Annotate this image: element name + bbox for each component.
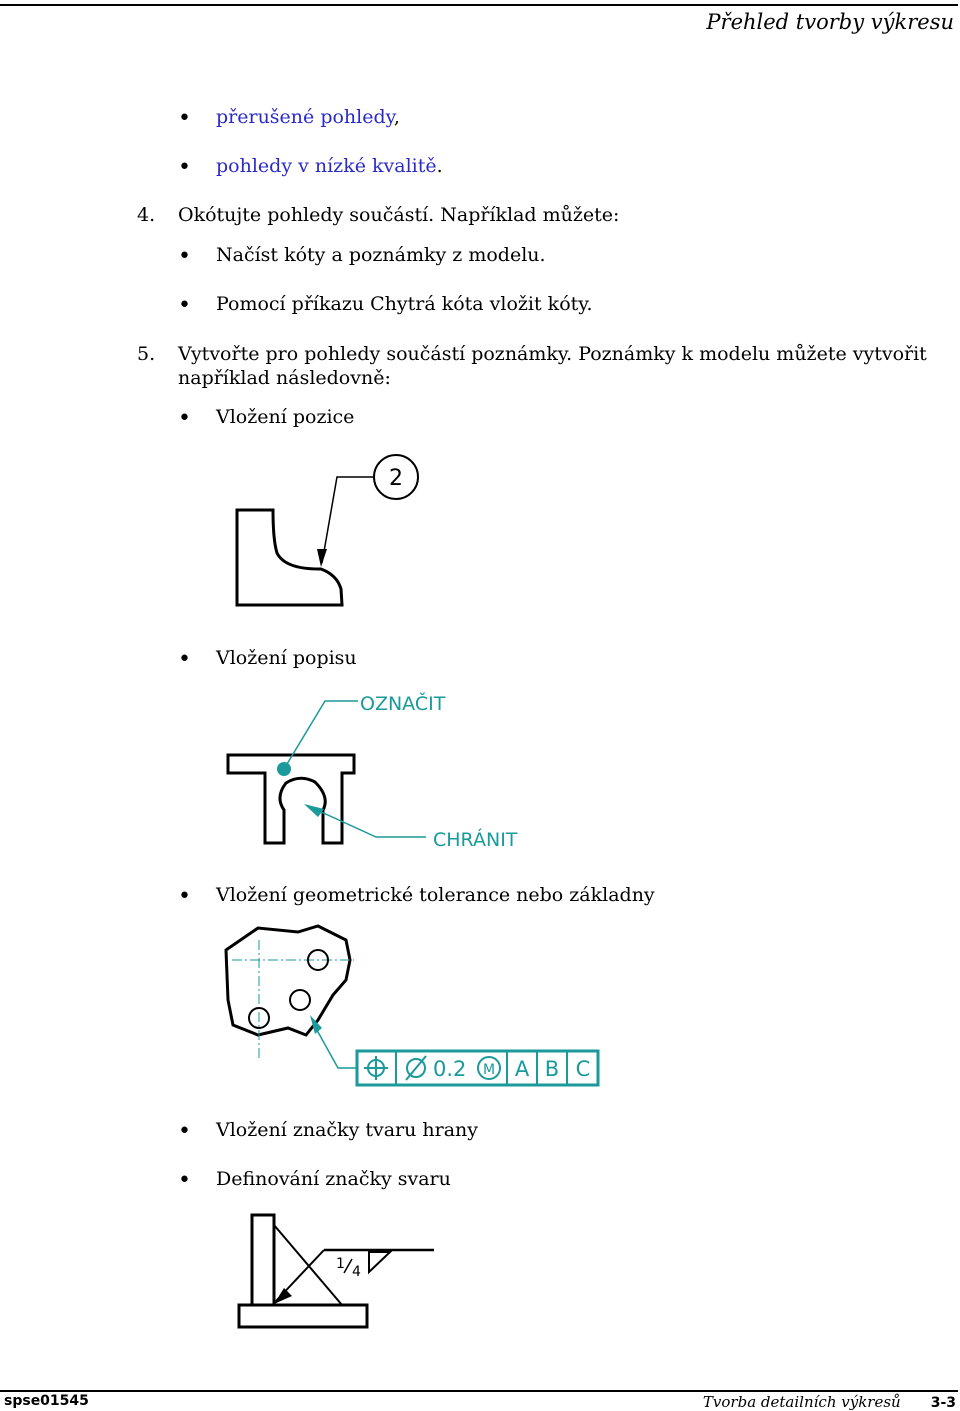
link-low-quality-views[interactable]: pohledy v nízké kvalitě	[216, 155, 437, 177]
footer-right	[703, 1393, 956, 1411]
footer-doc-id: spse01545	[4, 1393, 89, 1409]
bullet: •	[178, 884, 191, 909]
footer-chapter: Tvorba detailních výkresů	[702, 1393, 901, 1411]
position-symbol-icon	[364, 1056, 388, 1080]
note-figure	[220, 685, 520, 855]
tolerance-value: 0.2	[433, 1057, 467, 1081]
bullet: •	[178, 293, 191, 318]
list-item: Definování značky svaru	[216, 1168, 451, 1190]
bullet: •	[178, 1119, 191, 1144]
gtol-figure	[218, 920, 603, 1090]
part-outline	[226, 926, 350, 1035]
bullet: •	[178, 1168, 191, 1193]
fraction-slash	[344, 1259, 352, 1273]
list-item: Vložení pozice	[216, 406, 355, 428]
step-number: 5.	[137, 343, 156, 365]
note-label-mark: OZNAČIT	[360, 693, 446, 715]
bullet: •	[178, 106, 191, 131]
weld-size-denominator: 4	[352, 1264, 361, 1280]
diameter-symbol-icon	[406, 1056, 426, 1080]
header-rule	[0, 4, 958, 6]
balloon-number: 2	[389, 466, 403, 491]
list-item: Vložení geometrické tolerance nebo základny	[216, 884, 655, 906]
leader-line	[284, 701, 358, 769]
fillet-weld-symbol-icon	[369, 1252, 390, 1272]
punctuation: .	[436, 155, 443, 177]
step-text: Okótujte pohledy součástí. Například můžete:	[178, 204, 620, 226]
list-item	[216, 106, 400, 128]
leader-line	[322, 477, 373, 563]
leader-dot-icon	[277, 762, 291, 776]
list-item: Načíst kóty a poznámky z modelu.	[216, 244, 546, 266]
arrowhead-icon	[274, 1288, 292, 1304]
weld-figure	[232, 1210, 442, 1335]
list-item: Pomocí příkazu Chytrá kóta vložit kóty.	[216, 293, 593, 315]
datum-c: C	[575, 1057, 591, 1081]
hole-circle	[290, 990, 310, 1010]
step-text: například následovně:	[178, 367, 391, 389]
balloon-figure	[225, 445, 435, 615]
page-number: 3-3	[930, 1395, 956, 1411]
bullet: •	[178, 244, 191, 269]
arrowhead-icon	[317, 549, 327, 567]
bullet: •	[178, 406, 191, 431]
base-plate	[239, 1305, 367, 1327]
vertical-plate	[252, 1215, 274, 1305]
material-modifier: M	[482, 1062, 496, 1078]
part-outline	[237, 510, 342, 605]
page-header-title: Přehled tvorby výkresu	[706, 10, 954, 34]
list-item: Vložení značky tvaru hrany	[216, 1119, 479, 1141]
bullet: •	[178, 647, 191, 672]
note-label-protect: CHRÁNIT	[433, 829, 518, 851]
step-number: 4.	[137, 204, 156, 226]
part-outline	[228, 755, 354, 843]
punctuation: ,	[393, 106, 400, 128]
link-broken-views[interactable]: přerušené pohledy	[216, 106, 394, 128]
datum-b: B	[544, 1057, 560, 1081]
arrowhead-icon	[304, 804, 324, 817]
weld-size-numerator: 1	[336, 1256, 345, 1272]
bullet: •	[178, 155, 191, 180]
list-item	[216, 155, 443, 177]
step-text: Vytvořte pro pohledy součástí poznámky. Poznámky k modelu můžete vytvořit	[178, 343, 927, 365]
footer-rule	[0, 1390, 958, 1392]
list-item: Vložení popisu	[216, 647, 357, 669]
datum-a: A	[514, 1057, 530, 1081]
